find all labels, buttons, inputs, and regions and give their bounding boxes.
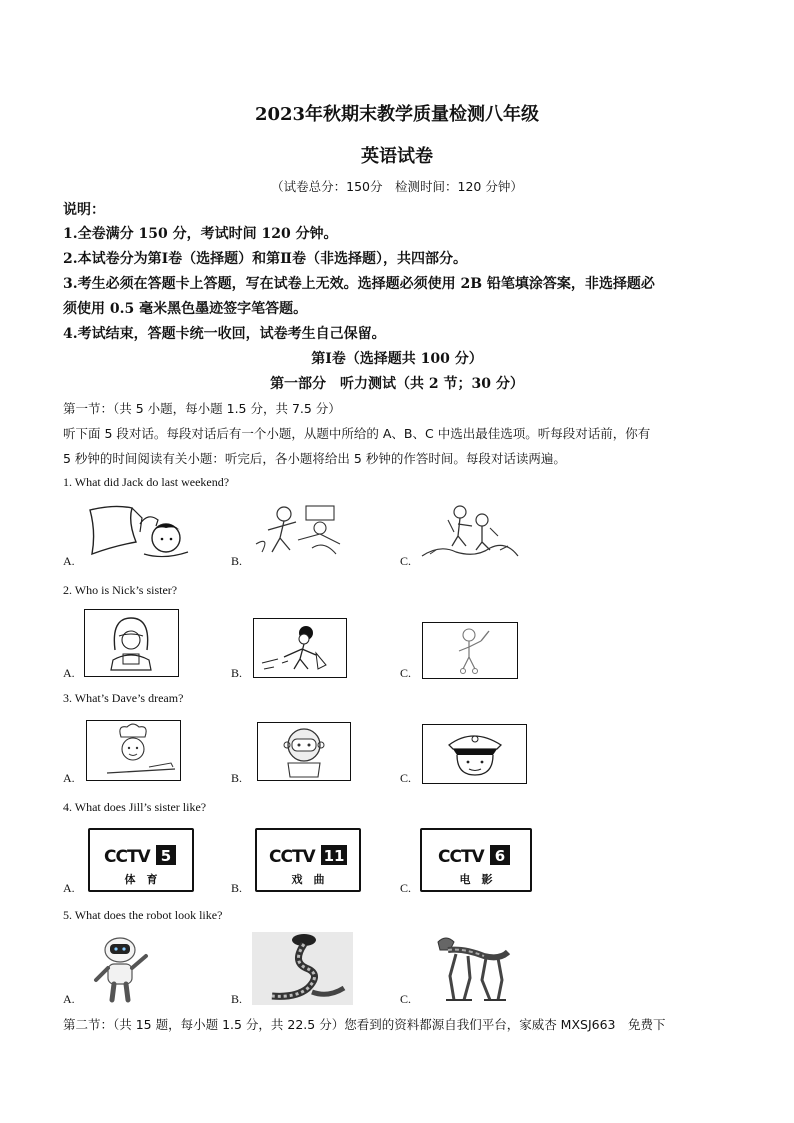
option-label: A. [63, 666, 75, 680]
channel-number: 5 [160, 847, 172, 865]
exam-subject: 英语试卷 [361, 146, 433, 167]
instructions-heading: 说明： [63, 202, 105, 218]
tv-channel-card [255, 828, 361, 892]
q3-option-b-image [257, 722, 351, 781]
channel-number: 11 [323, 847, 345, 865]
question-5: 5. What does the robot look like? [63, 908, 223, 922]
option-label: A. [63, 992, 75, 1006]
q1-option-b-image [250, 500, 350, 560]
q1-option-c-image [420, 500, 520, 564]
channel-caption: 体 育 [124, 873, 158, 886]
section-2-heading: 第二节：（共 15 题，每小题 1.5 分，共 22.5 分）您看到的资料都源自我们平台，家威杏 MXSJ663 免费下 [63, 1017, 666, 1032]
instruction-item: 须使用 0.5 毫米黑色墨迹签字笔答题。 [63, 301, 308, 317]
cctv-logo: CCTV [104, 847, 150, 867]
exam-title: 2023年秋期末教学质量检测八年级 [254, 104, 540, 125]
option-label: B. [231, 771, 243, 785]
q3-option-c-image [422, 724, 527, 784]
option-label: B. [231, 554, 243, 568]
exam-info: （试卷总分：150分 检测时间：120 分钟） [271, 179, 523, 194]
section-directions: 5 秒钟的时间阅读有关小题：听完后，各小题将给出 5 秒钟的作答时间。每段对话读两遍。 [63, 451, 566, 466]
option-label: C. [400, 771, 412, 785]
instruction-item: 2.本试卷分为第Ⅰ卷（选择题）和第Ⅱ卷（非选择题），共四部分。 [63, 251, 467, 267]
q5-option-c-image [420, 930, 520, 1006]
q2-option-b-image [253, 618, 347, 678]
q2-option-a-image [84, 609, 179, 677]
option-label: C. [400, 992, 412, 1006]
tv-channel-card [88, 828, 194, 892]
part-heading: 第一部分 听力测试（共 2 节；30 分） [270, 376, 524, 392]
option-label: C. [400, 881, 412, 895]
option-label: C. [400, 666, 412, 680]
option-label: B. [231, 881, 243, 895]
question-2: 2. Who is Nick’s sister? [63, 583, 178, 597]
option-label: A. [63, 881, 75, 895]
instruction-item: 3.考生必须在答题卡上答题，写在试卷上无效。选择题必须使用 2B 铅笔填涂答案，非选择题必 [63, 276, 655, 292]
option-label: C. [400, 554, 412, 568]
section-heading: 第一节：（共 5 小题，每小题 1.5 分，共 7.5 分） [63, 401, 341, 416]
option-label: A. [63, 554, 75, 568]
q5-option-b-image [252, 932, 353, 1005]
question-1: 1. What did Jack do last weekend? [63, 475, 230, 489]
question-3: 3. What’s Dave’s dream? [63, 691, 184, 705]
question-4: 4. What does Jill’s sister like? [63, 800, 207, 814]
tv-channel-card [420, 828, 532, 892]
volume-heading: 第Ⅰ卷（选择题共 100 分） [311, 351, 483, 367]
q1-option-a-image [84, 502, 194, 564]
instruction-item: 4.考试结束，答题卡统一收回，试卷考生自己保留。 [63, 326, 386, 342]
channel-number: 6 [494, 847, 506, 865]
cctv-logo: CCTV [269, 847, 315, 867]
option-label: A. [63, 771, 75, 785]
q2-option-c-image [422, 622, 518, 679]
q3-option-a-image [86, 720, 181, 781]
instruction-item: 1.全卷满分 150 分，考试时间 120 分钟。 [63, 226, 338, 242]
section-directions: 听下面 5 段对话。每段对话后有一个小题，从题中所给的 A、B、C 中选出最佳选项。听每段对话前，你有 [63, 426, 651, 441]
option-label: B. [231, 992, 243, 1006]
option-label: B. [231, 666, 243, 680]
cctv-logo: CCTV [438, 847, 484, 867]
q5-option-a-image [88, 934, 158, 1004]
channel-caption: 电 影 [459, 873, 493, 886]
channel-caption: 戏 曲 [291, 873, 325, 886]
